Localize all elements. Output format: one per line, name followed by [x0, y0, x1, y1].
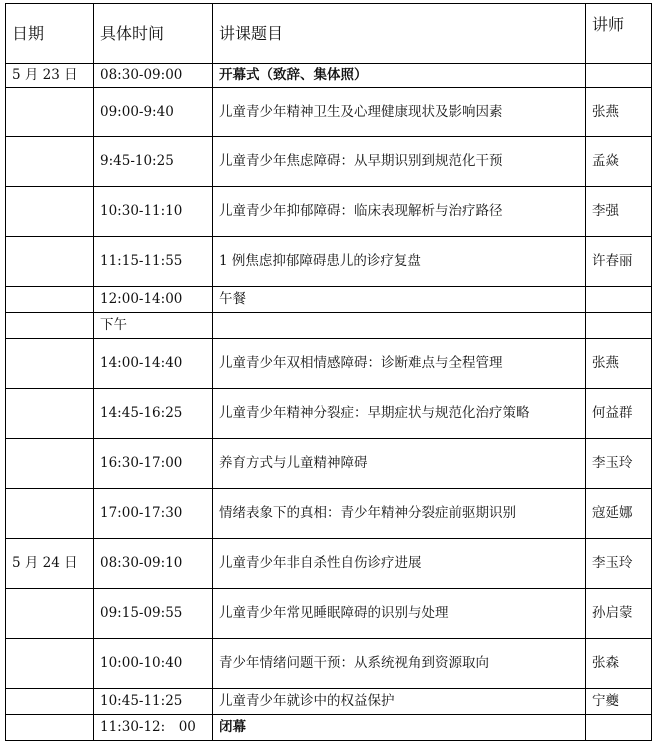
row-topic: [213, 313, 586, 339]
row-date: [6, 137, 94, 187]
row-speaker: 李玉玲: [586, 539, 652, 589]
row-speaker: [586, 287, 652, 313]
row-time: 08:30-09:00: [94, 64, 213, 88]
row-date: [6, 88, 94, 137]
table-row: [6, 137, 652, 187]
row-time: 下午: [94, 313, 213, 339]
table-row: [6, 689, 652, 715]
table-row: [6, 237, 652, 287]
table-row: [6, 339, 652, 389]
row-date: [6, 187, 94, 237]
row-date: [6, 389, 94, 439]
table-row: [6, 313, 652, 339]
row-topic: 儿童青少年抑郁障碍：临床表现解析与治疗路径: [213, 187, 586, 237]
row-topic: 开幕式（致辞、集体照）: [213, 64, 586, 88]
row-date: [6, 339, 94, 389]
row-topic: 儿童青少年焦虑障碍：从早期识别到规范化干预: [213, 137, 586, 187]
row-time: 10:00-10:40: [94, 639, 213, 689]
table-row: [6, 88, 652, 137]
row-topic: 养育方式与儿童精神障碍: [213, 439, 586, 489]
row-date: [6, 237, 94, 287]
row-time: 12:00-14:00: [94, 287, 213, 313]
row-time: 09:00-9:40: [94, 88, 213, 137]
row-topic: 儿童青少年精神分裂症：早期症状与规范化治疗策略: [213, 389, 586, 439]
row-speaker: 李玉玲: [586, 439, 652, 489]
row-time: 08:30-09:10: [94, 539, 213, 589]
row-speaker: 张燕: [586, 339, 652, 389]
table-row: [6, 489, 652, 539]
row-time: 11:30-12: 00: [94, 715, 213, 741]
row-date: 5 月 24 日: [6, 539, 94, 589]
row-speaker: 张森: [586, 639, 652, 689]
table-row: [6, 187, 652, 237]
row-speaker: 孟焱: [586, 137, 652, 187]
row-time: 9:45-10:25: [94, 137, 213, 187]
header-topic: 讲课题目: [213, 4, 586, 64]
row-topic: 闭幕: [213, 715, 586, 741]
row-date: 5 月 23 日: [6, 64, 94, 88]
row-time: 10:45-11:25: [94, 689, 213, 715]
row-topic: 儿童青少年常见睡眠障碍的识别与处理: [213, 589, 586, 639]
table-row: [6, 539, 652, 589]
row-date: [6, 589, 94, 639]
row-time: 09:15-09:55: [94, 589, 213, 639]
table-row: [6, 389, 652, 439]
row-speaker: 李强: [586, 187, 652, 237]
table-row: [6, 589, 652, 639]
table-row: [6, 287, 652, 313]
row-topic: 1 例焦虑抑郁障碍患儿的诊疗复盘: [213, 237, 586, 287]
header-speaker: 讲师: [586, 4, 652, 64]
row-topic: 情绪表象下的真相：青少年精神分裂症前驱期识别: [213, 489, 586, 539]
row-time: 16:30-17:00: [94, 439, 213, 489]
row-time: 17:00-17:30: [94, 489, 213, 539]
row-topic: 儿童青少年就诊中的权益保护: [213, 689, 586, 715]
row-time: 14:45-16:25: [94, 389, 213, 439]
row-speaker: 宁夔: [586, 689, 652, 715]
row-speaker: 孙启蒙: [586, 589, 652, 639]
header-date: 日期: [6, 4, 94, 64]
row-speaker: [586, 313, 652, 339]
table-row: [6, 439, 652, 489]
table-row: [6, 639, 652, 689]
row-date: [6, 689, 94, 715]
row-time: 11:15-11:55: [94, 237, 213, 287]
table-header-row: [6, 4, 652, 64]
row-date: [6, 313, 94, 339]
row-topic: 儿童青少年双相情感障碍：诊断难点与全程管理: [213, 339, 586, 389]
row-date: [6, 715, 94, 741]
row-time: 14:00-14:40: [94, 339, 213, 389]
row-speaker: [586, 64, 652, 88]
table-row: [6, 715, 652, 741]
row-topic: 午餐: [213, 287, 586, 313]
row-speaker: 寇延娜: [586, 489, 652, 539]
row-time: 10:30-11:10: [94, 187, 213, 237]
row-speaker: [586, 715, 652, 741]
row-topic: 青少年情绪问题干预：从系统视角到资源取向: [213, 639, 586, 689]
row-speaker: 许春丽: [586, 237, 652, 287]
header-time: 具体时间: [94, 4, 213, 64]
row-date: [6, 287, 94, 313]
row-date: [6, 639, 94, 689]
row-speaker: 张燕: [586, 88, 652, 137]
row-topic: 儿童青少年精神卫生及心理健康现状及影响因素: [213, 88, 586, 137]
row-date: [6, 439, 94, 489]
row-topic: 儿童青少年非自杀性自伤诊疗进展: [213, 539, 586, 589]
row-date: [6, 489, 94, 539]
table-row: [6, 64, 652, 88]
row-speaker: 何益群: [586, 389, 652, 439]
schedule-table: [5, 3, 652, 741]
